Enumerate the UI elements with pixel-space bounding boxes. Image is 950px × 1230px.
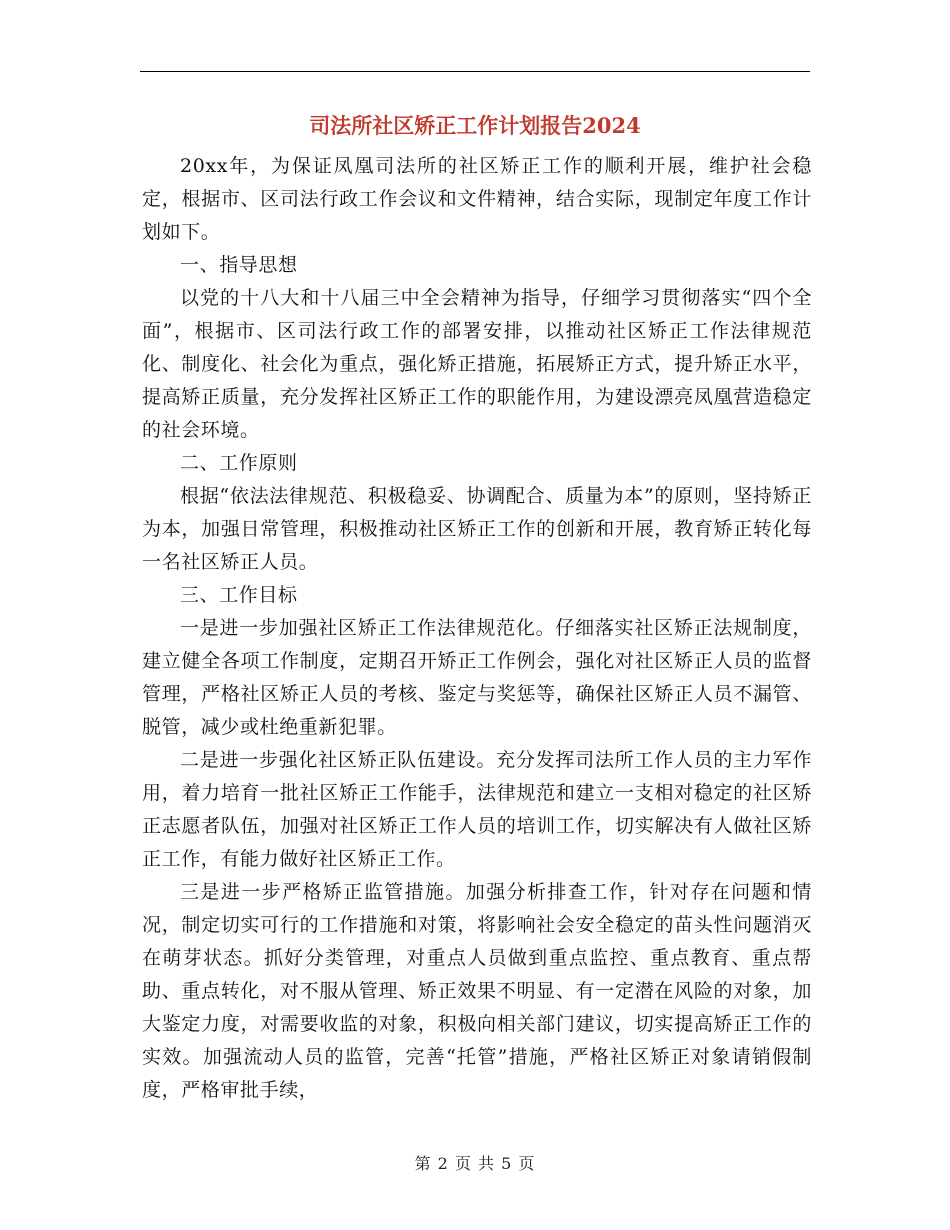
- section-heading-work-goals: 三、工作目标: [180, 584, 298, 606]
- paragraph-goal-one: 一是进一步加强社区矫正工作法律规范化。仔细落实社区矫正法规制度，建立健全各项工作制度，定期召开矫正工作例会，强化对社区矫正人员的监督管理，严格社区矫正人员的考核、鉴定与奖惩等，确保社区矫正人员不漏管、脱管，减少或杜绝重新犯罪。: [142, 617, 812, 738]
- section-heading-guiding-ideology: 一、指导思想: [180, 254, 298, 276]
- header-rule: [140, 71, 810, 72]
- document-body: [142, 150, 812, 1107]
- page-number: 第 2 页 共 5 页: [414, 1154, 536, 1173]
- paragraph-goal-two: 二是进一步强化社区矫正队伍建设。充分发挥司法所工作人员的主力军作用，着力培育一批社区矫正工作能手，法律规范和建立一支相对稳定的社区矫正志愿者队伍，加强对社区矫正工作人员的培训工作，切实解决有人做社区矫正工作，有能力做好社区矫正工作。: [142, 749, 812, 870]
- section-heading-work-principles: 二、工作原则: [180, 452, 298, 474]
- paragraph-guiding-ideology: 以党的十八大和十八届三中全会精神为指导，仔细学习贯彻落实“四个全面”，根据市、区司法行政工作的部署安排，以推动社区矫正工作法律规范化、制度化、社会化为重点，强化矫正措施，拓展矫正方式，提升矫正水平，提高矫正质量，充分发挥社区矫正工作的职能作用，为建设漂亮凤凰营造稳定的社会环境。: [142, 287, 812, 441]
- document-title: 司法所社区矫正工作计划报告2024: [309, 113, 641, 138]
- paragraph-work-principles: 根据“依法法律规范、积极稳妥、协调配合、质量为本”的原则，坚持矫正为本，加强日常管理，积极推动社区矫正工作的创新和开展，教育矫正转化每一名社区矫正人员。: [142, 485, 812, 573]
- paragraph-goal-three: 三是进一步严格矫正监管措施。加强分析排查工作，针对存在问题和情况，制定切实可行的工作措施和对策，将影响社会安全稳定的苗头性问题消灭在萌芽状态。抓好分类管理，对重点人员做到重点监控、重点教育、重点帮助、重点转化，对不服从管理、矫正效果不明显、有一定潜在风险的对象，加大鉴定力度，对需要收监的对象，积极向相关部门建议，切实提高矫正工作的实效。加强流动人员的监管，完善“托管”措施，严格社区矫正对象请销假制度，严格审批手续，: [142, 881, 812, 1101]
- paragraph-intro: 20xx年，为保证凤凰司法所的社区矫正工作的顺利开展，维护社会稳定，根据市、区司法行政工作会议和文件精神，结合实际，现制定年度工作计划如下。: [142, 155, 812, 243]
